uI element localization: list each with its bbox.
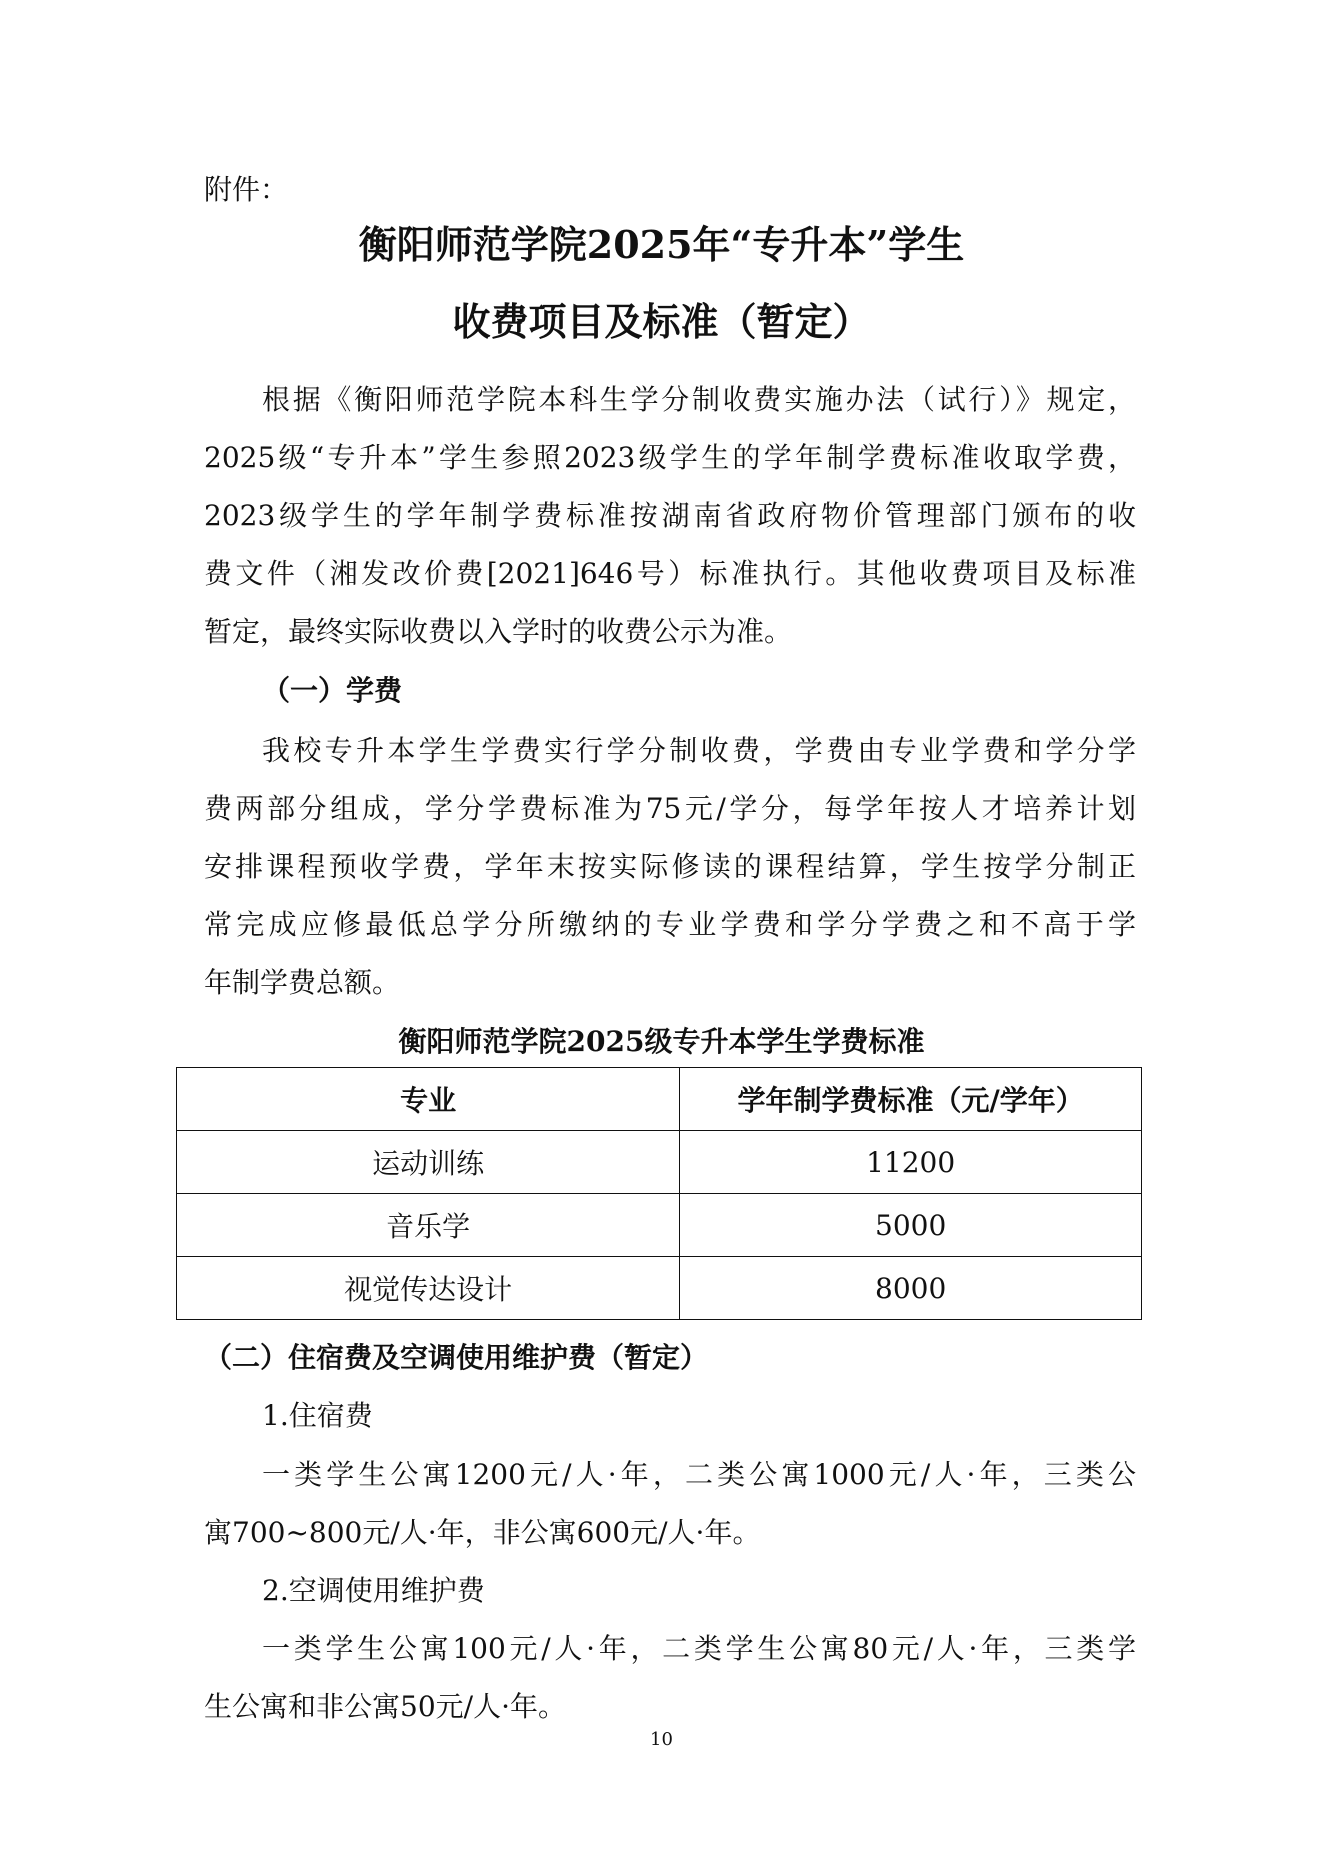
intro-line: 暂定，最终实际收费以入学时的收费公示为准。 bbox=[204, 615, 793, 648]
tuition-paragraph-line: 常完成应修最低总学分所缴纳的专业学费和学分学费之和不高于学 bbox=[204, 908, 1136, 941]
intro-line: 费文件（湘发改价费[2021]646号）标准执行。其他收费项目及标准 bbox=[204, 557, 1136, 590]
section-heading-accommodation: （二）住宿费及空调使用维护费（暂定） bbox=[204, 1341, 709, 1374]
fee-table-fee-cell: 8000 bbox=[680, 1257, 1142, 1320]
fee-table-major-cell: 视觉传达设计 bbox=[177, 1257, 680, 1320]
fee-table-header-major: 专业 bbox=[177, 1068, 680, 1131]
tuition-paragraph-line: 安排课程预收学费，学年末按实际修读的课程结算，学生按学分制正 bbox=[204, 850, 1136, 883]
tuition-paragraph-line: 我校专升本学生学费实行学分制收费，学费由专业学费和学分学 bbox=[262, 734, 1136, 767]
fee-table-fee-cell: 5000 bbox=[680, 1194, 1142, 1257]
accommodation-fee-line: 一类学生公寓1200元/人·年，二类公寓1000元/人·年，三类公 bbox=[262, 1458, 1136, 1491]
fee-table bbox=[176, 1067, 1142, 1320]
intro-line: 2025级“专升本”学生参照2023级学生的学年制学费标准收取学费， bbox=[204, 441, 1136, 474]
document-title-line-1: 衡阳师范学院2025年“专升本”学生 bbox=[358, 222, 965, 267]
subsection-title-accommodation-fee: 1.住宿费 bbox=[262, 1399, 373, 1432]
fee-table-major-cell: 音乐学 bbox=[177, 1194, 680, 1257]
page-number: 10 bbox=[650, 1729, 673, 1750]
subsection-title-ac-fee: 2.空调使用维护费 bbox=[262, 1574, 485, 1607]
fee-table-header-fee: 学年制学费标准（元/学年） bbox=[680, 1068, 1142, 1131]
table-row bbox=[177, 1131, 1142, 1194]
section-heading-tuition: （一）学费 bbox=[262, 674, 403, 707]
fee-table-major-cell: 运动训练 bbox=[177, 1131, 680, 1194]
tuition-paragraph-line: 费两部分组成，学分学费标准为75元/学分，每学年按人才培养计划 bbox=[204, 792, 1136, 825]
fee-table-header-row bbox=[177, 1068, 1142, 1131]
ac-fee-line: 生公寓和非公寓50元/人·年。 bbox=[204, 1690, 566, 1723]
ac-fee-line: 一类学生公寓100元/人·年，二类学生公寓80元/人·年，三类学 bbox=[262, 1632, 1136, 1665]
tuition-paragraph-line: 年制学费总额。 bbox=[204, 966, 401, 999]
attachment-label: 附件： bbox=[204, 173, 289, 206]
document-title-line-2: 收费项目及标准（暂定） bbox=[452, 299, 871, 344]
fee-table-caption: 衡阳师范学院2025级专升本学生学费标准 bbox=[398, 1025, 925, 1058]
table-row bbox=[177, 1194, 1142, 1257]
fee-table-fee-cell: 11200 bbox=[680, 1131, 1142, 1194]
intro-line: 根据《衡阳师范学院本科生学分制收费实施办法（试行）》规定， bbox=[262, 383, 1136, 416]
table-row bbox=[177, 1257, 1142, 1320]
accommodation-fee-line: 寓700~800元/人·年，非公寓600元/人·年。 bbox=[204, 1516, 761, 1549]
intro-line: 2023级学生的学年制学费标准按湖南省政府物价管理部门颁布的收 bbox=[204, 499, 1136, 532]
